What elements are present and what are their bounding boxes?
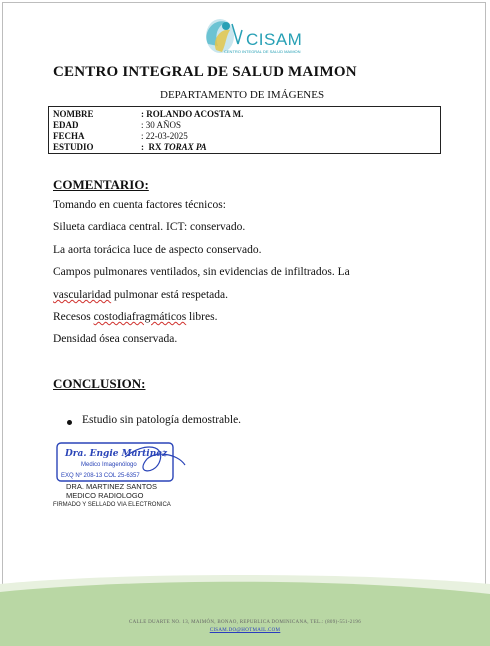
center-title: CENTRO INTEGRAL DE SALUD MAIMON xyxy=(53,64,357,80)
conclusion-heading: CONCLUSION: xyxy=(53,376,146,391)
stamp-exeq: EXQ Nº 208-13 COL 25-6357 xyxy=(61,473,140,479)
stamp-role: Medico Imagenólogo xyxy=(81,462,137,468)
comment-line: Silueta cardiaca central. ICT: conservado. xyxy=(53,221,246,233)
doctor-role: MEDICO RADIOLOGO xyxy=(66,491,144,500)
date-value: : 22-03-2025 xyxy=(141,131,188,141)
bullet-icon xyxy=(67,420,72,425)
comment-line: La aorta torácica luce de aspecto conservado. xyxy=(53,244,262,256)
comment-line: Campos pulmonares ventilados, sin evidencias de infiltrados. La xyxy=(53,266,350,278)
comment-text: Recesos xyxy=(53,311,94,323)
signature-stamp xyxy=(55,437,195,485)
logo-subtitle: CENTRO INTEGRAL DE SALUD MAIMON xyxy=(224,49,301,54)
logo-name: CISAM xyxy=(246,30,303,49)
name-label: NOMBRE xyxy=(53,109,94,119)
study-label: ESTUDIO xyxy=(53,142,94,152)
study-prefix: : RX xyxy=(141,142,164,152)
spellcheck-word: vascularidad xyxy=(53,289,112,301)
comment-text: libres. xyxy=(186,311,218,323)
study-value: TORAX PA xyxy=(163,142,207,152)
department-title: DEPARTAMENTO DE IMÁGENES xyxy=(160,89,325,101)
name-value: : ROLANDO ACOSTA M. xyxy=(141,109,244,119)
footer-wave xyxy=(0,570,490,646)
footer-email-link[interactable]: CISAM.DO@HOTMAIL.COM xyxy=(209,628,281,633)
patient-info-box xyxy=(48,106,441,154)
spellcheck-word: costodiafragmáticos xyxy=(93,311,187,323)
comment-line: Tomando en cuenta factores técnicos: xyxy=(53,199,226,211)
conclusion-item: Estudio sin patología demostrable. xyxy=(82,414,242,426)
comment-line: Densidad ósea conservada. xyxy=(53,333,178,345)
signature-note: FIRMADO Y SELLADO VIA ELECTRONICA xyxy=(53,502,171,508)
study-value-wrap xyxy=(141,142,207,152)
comment-heading: COMENTARIO: xyxy=(53,177,149,192)
age-label: EDAD xyxy=(53,120,79,130)
comment-line xyxy=(53,311,217,323)
comment-text: pulmonar está respetada. xyxy=(111,289,228,301)
date-label: FECHA xyxy=(53,131,85,141)
footer-address: CALLE DUARTE NO. 13, MAIMÓN, BONAO, REPUBLICA DOMINICANA, TEL.: (809)-551-2196 xyxy=(128,620,362,625)
age-value: : 30 AÑOS xyxy=(141,120,182,130)
stamp-name: Dra. Engie Martinez xyxy=(65,449,168,459)
comment-line xyxy=(53,289,228,301)
doctor-name: DRA. MARTINEZ SANTOS xyxy=(66,482,157,491)
